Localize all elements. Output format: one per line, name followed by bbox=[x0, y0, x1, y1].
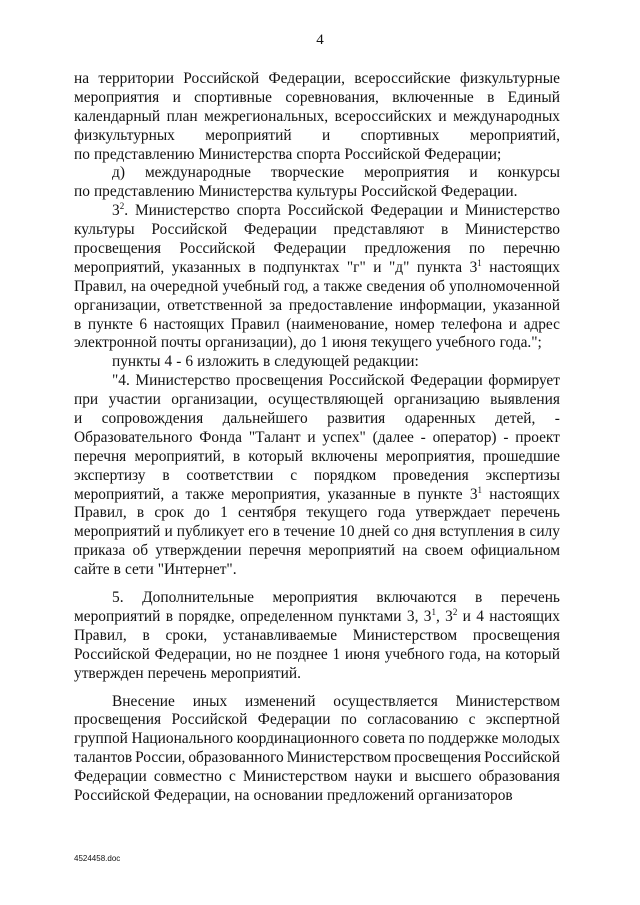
text-line: пункты 4 - 6 изложить в следующей редакции: bbox=[112, 353, 419, 371]
text-line: физкультурных мероприятий и спортивных мероприятий, bbox=[74, 126, 560, 144]
text-line: д) международные творческие мероприятия и конкурсы bbox=[112, 164, 560, 182]
text-line: на территории Российской Федерации, всероссийские физкультурные bbox=[74, 70, 560, 87]
text-line: просвещения Российской Федерации по согласованию с экспертной bbox=[74, 711, 560, 729]
document-file-name: 4524458.doc bbox=[74, 854, 121, 863]
text-line: мероприятий в порядке, определенном пунктами 3, $3^1$, $3^2$ и 4 настоящих bbox=[74, 606, 560, 625]
text-line: Российской Федерации, но не позднее 1 июня учебного года, на который bbox=[74, 645, 560, 663]
text-line: группой Национального координационного совета по поддержке молодых bbox=[74, 730, 560, 748]
text-line: по представлению Министерства культуры Российской Федерации. bbox=[74, 183, 518, 201]
text-line: Правил, на очередной учебный год, а также сведения об уполномоченной bbox=[74, 277, 560, 295]
text-line: Правил, в сроки, устанавливаемые Министерством просвещения bbox=[74, 626, 560, 644]
paragraph bbox=[74, 70, 560, 164]
text-line: "4. Министерство просвещения Российской Федерации формирует bbox=[112, 372, 560, 390]
paragraph bbox=[74, 164, 560, 202]
document-body bbox=[74, 70, 560, 806]
text-line: календарный план межрегиональных, всероссийских и международных bbox=[74, 107, 560, 125]
text-line: Федерации совместно с Министерством науки и высшего образования bbox=[74, 768, 560, 786]
text-line: приказа об утверждении перечня мероприятий на своем официальном bbox=[74, 542, 560, 560]
text-line: Правил, в срок до 1 сентября текущего года утверждает перечень bbox=[74, 504, 560, 522]
text-line: перечня мероприятий, в который включены мероприятия, прошедшие bbox=[74, 447, 560, 465]
text-line: электронной почты организации), до 1 июня текущего учебного года."; bbox=[74, 334, 542, 352]
paragraph bbox=[74, 353, 560, 372]
paragraph bbox=[74, 589, 560, 683]
text-line: Образовательного Фонда "Талант и успех" (далее - оператор) - проект bbox=[74, 428, 560, 446]
text-line: просвещения Российской Федерации предложения по перечню bbox=[74, 240, 560, 258]
text-line: мероприятия и спортивные соревнования, включенные в Единый bbox=[74, 88, 560, 106]
text-line: мероприятий и публикует его в течение 10 дней со дня вступления в силу bbox=[74, 523, 560, 541]
paragraph bbox=[74, 693, 560, 806]
text-line: культуры Российской Федерации представляют в Министерство bbox=[74, 221, 560, 239]
text-line: 5. Дополнительные мероприятия включаются в перечень bbox=[112, 589, 560, 607]
text-line: при участии организации, осуществляющей организацию выявления bbox=[74, 391, 560, 409]
text-line: и сопровождения дальнейшего развития одаренных детей, - bbox=[74, 410, 560, 428]
text-line: $3^2$. Министерство спорта Российской Федерации и Министерство bbox=[112, 201, 560, 220]
text-line: экспертизу в соответствии с порядком проведения экспертизы bbox=[74, 466, 560, 484]
text-line: Внесение иных изменений осуществляется Министерством bbox=[112, 692, 560, 710]
paragraph bbox=[74, 202, 560, 353]
text-line: мероприятий, а также мероприятия, указанные в пункте $3^1$ настоящих bbox=[74, 484, 560, 503]
paragraph bbox=[74, 372, 560, 580]
text-line: Российской Федерации, на основании предложений организаторов bbox=[74, 786, 513, 804]
text-line: утвержден перечень мероприятий. bbox=[74, 664, 301, 682]
text-line: талантов России, образованного Министерством просвещения Российской bbox=[74, 749, 560, 767]
page-number: 4 bbox=[316, 32, 324, 48]
text-line: организации, ответственной за предоставление информации, указанной bbox=[74, 296, 560, 314]
text-line: по представлению Министерства спорта Российской Федерации; bbox=[74, 145, 502, 163]
text-line: мероприятий, указанных в подпунктах "г" и "д" пункта $3^1$ настоящих bbox=[74, 257, 560, 276]
text-line: в пункте 6 настоящих Правил (наименование, номер телефона и адрес bbox=[74, 315, 560, 333]
text-line: сайте в сети "Интернет". bbox=[74, 561, 237, 579]
